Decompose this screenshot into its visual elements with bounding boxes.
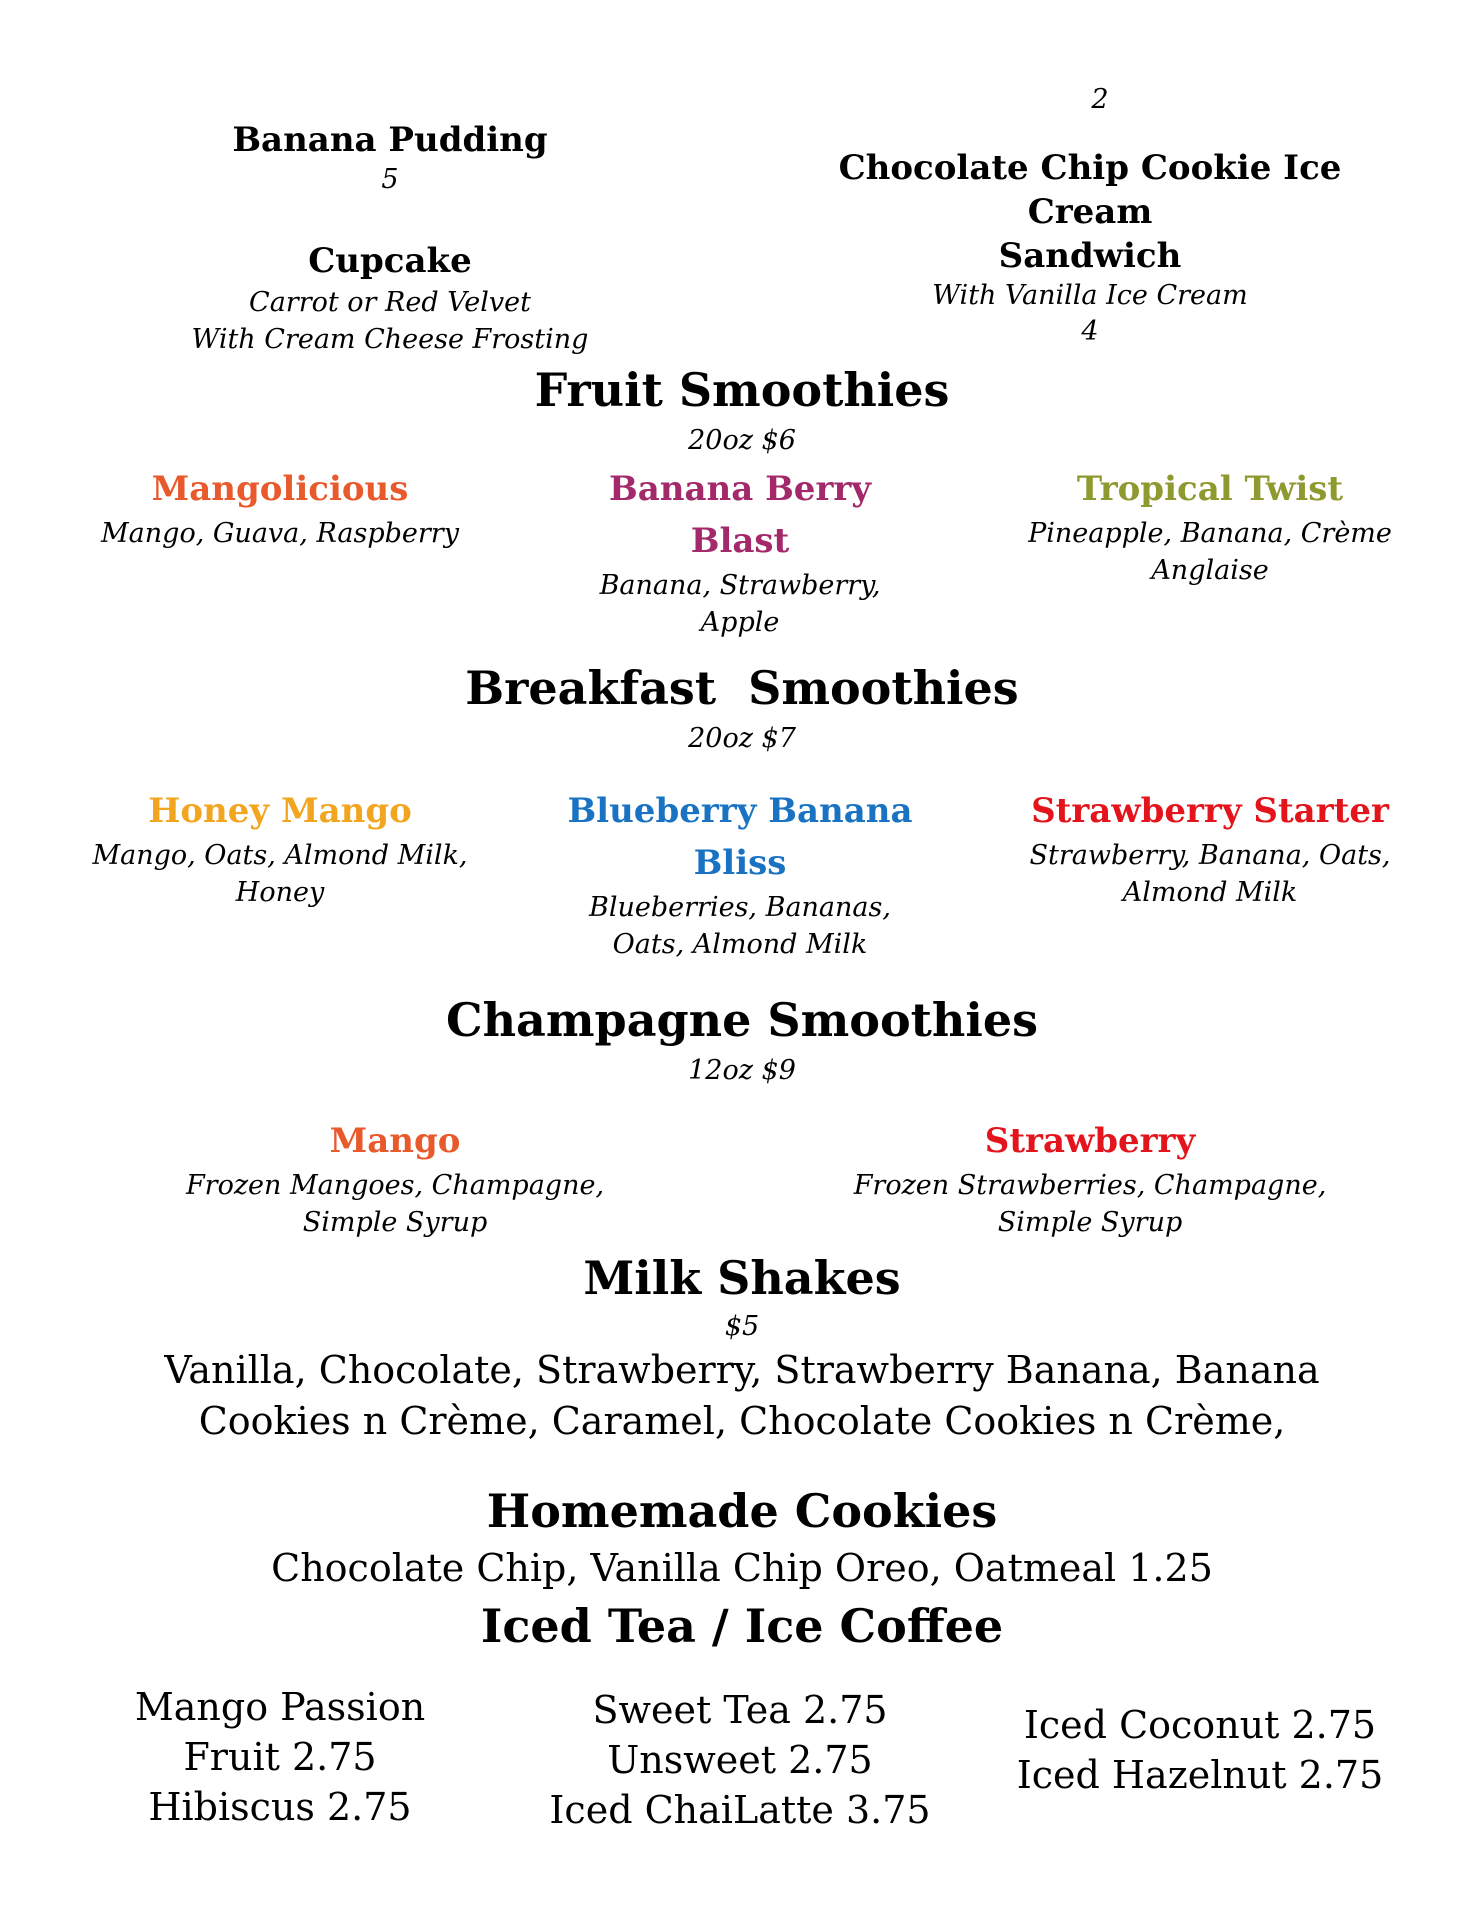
iced-drinks-col3-line1: Iced Coconut 2.75 <box>1023 1703 1377 1747</box>
cookie-sandwich-desc: With Vanilla Ice Cream <box>932 280 1248 311</box>
tropical-twist-desc-line1: Pineapple, Banana, Crème <box>1028 518 1392 549</box>
fruit-smoothies-title: Fruit Smoothies <box>534 363 950 417</box>
page-number: 2 <box>1091 84 1109 115</box>
banana-pudding-name: Banana Pudding <box>232 120 548 160</box>
honey-mango-name: Honey Mango <box>148 791 412 831</box>
champagne-strawberry-desc-line1: Frozen Strawberries, Champagne, <box>853 1170 1327 1201</box>
strawberry-starter-desc-line1: Strawberry, Banana, Oats, <box>1029 840 1391 871</box>
iced-drinks-title: Iced Tea / Ice Coffee <box>480 1599 1004 1653</box>
tropical-twist-desc-line2: Anglaise <box>1151 555 1269 586</box>
banana-pudding-price: 5 <box>381 164 399 195</box>
blueberry-banana-bliss-desc-line2: Oats, Almond Milk <box>612 929 868 960</box>
cookie-sandwich-name-line1: Chocolate Chip Cookie Ice Cream <box>838 148 1342 232</box>
blueberry-banana-bliss-name-line1: Blueberry Banana <box>567 791 913 831</box>
honey-mango-item <box>70 785 490 911</box>
banana-berry-blast-desc-line1: Banana, Strawberry, <box>599 570 881 601</box>
blueberry-banana-bliss-name-line2: Bliss <box>693 843 787 883</box>
strawberry-starter-desc-line2: Almond Milk <box>1122 877 1298 908</box>
iced-drinks-col1-line1: Mango Passion <box>134 1685 426 1729</box>
cookie-sandwich-price: 4 <box>1081 316 1099 347</box>
homemade-cookies-line: Chocolate Chip, Vanilla Chip Oreo, Oatmeal 1.25 <box>271 1546 1213 1590</box>
strawberry-starter-name: Strawberry Starter <box>1031 791 1389 831</box>
cupcake-desc-line1: Carrot or Red Velvet <box>249 287 531 318</box>
champagne-mango-desc-line2: Simple Syrup <box>302 1207 488 1238</box>
blueberry-banana-bliss-desc-line1: Blueberries, Bananas, <box>589 892 891 923</box>
banana-berry-blast-desc-line2: Apple <box>700 607 780 638</box>
champagne-strawberry-item <box>810 1115 1370 1241</box>
iced-drinks-col2-line1: Sweet Tea 2.75 <box>592 1688 888 1732</box>
iced-drinks-col3-line2: Iced Hazelnut 2.75 <box>1016 1753 1384 1797</box>
champagne-mango-desc-line1: Frozen Mangoes, Champagne, <box>185 1170 605 1201</box>
iced-drinks-column-2 <box>510 1685 970 1835</box>
mangolicious-desc: Mango, Guava, Raspberry <box>101 518 459 549</box>
honey-mango-desc-line2: Honey <box>235 877 325 908</box>
iced-drinks-col1-line3: Hibiscus 2.75 <box>148 1785 412 1829</box>
homemade-cookies-title: Homemade Cookies <box>486 1484 998 1538</box>
cupcake-name: Cupcake <box>308 241 472 281</box>
honey-mango-desc-line1: Mango, Oats, Almond Milk, <box>92 840 468 871</box>
iced-drinks-col1-line2: Fruit 2.75 <box>183 1735 377 1779</box>
cupcake-desc-line2: With Cream Cheese Frosting <box>191 324 589 355</box>
blueberry-banana-bliss-item <box>530 785 950 963</box>
cookie-sandwich-name-line2: Sandwich <box>998 236 1182 276</box>
tropical-twist-name: Tropical Twist <box>1076 469 1344 509</box>
cookie-sandwich-item <box>780 146 1400 350</box>
champagne-smoothies-title: Champagne Smoothies <box>446 993 1038 1047</box>
strawberry-starter-item <box>1000 785 1420 911</box>
breakfast-smoothies-title: Breakfast Smoothies <box>465 661 1019 715</box>
champagne-smoothies-size-price: 12oz $9 <box>688 1055 796 1086</box>
milk-shakes-flavors-line1: Vanilla, Chocolate, Strawberry, Strawberry Banana, Banana <box>164 1348 1320 1392</box>
champagne-mango-name: Mango <box>329 1121 461 1161</box>
iced-drinks-column-1 <box>70 1682 490 1832</box>
milk-shakes-price: $5 <box>724 1311 760 1342</box>
breakfast-smoothies-size-price: 20oz $7 <box>688 723 796 754</box>
champagne-mango-item <box>140 1115 650 1241</box>
iced-drinks-col2-line2: Unsweet 2.75 <box>607 1738 873 1782</box>
iced-drinks-col2-line3: Iced ChaiLatte 3.75 <box>549 1788 931 1832</box>
fruit-smoothies-size-price: 20oz $6 <box>688 425 796 456</box>
milk-shakes-title: Milk Shakes <box>583 1251 901 1305</box>
cupcake-item <box>140 238 640 358</box>
mangolicious-item <box>70 463 490 552</box>
mangolicious-name: Mangolicious <box>151 469 409 509</box>
banana-berry-blast-name-line2: Blast <box>690 521 790 561</box>
champagne-strawberry-name: Strawberry <box>984 1121 1196 1161</box>
milk-shakes-flavors-line2: Cookies n Crème, Caramel, Chocolate Cookies n Crème, <box>198 1399 1286 1443</box>
iced-drinks-column-3 <box>990 1700 1410 1800</box>
champagne-strawberry-desc-line2: Simple Syrup <box>997 1207 1183 1238</box>
banana-berry-blast-name-line1: Banana Berry <box>608 469 872 509</box>
banana-pudding-item <box>140 118 640 198</box>
tropical-twist-item <box>1000 463 1420 589</box>
banana-berry-blast-item <box>530 463 950 641</box>
